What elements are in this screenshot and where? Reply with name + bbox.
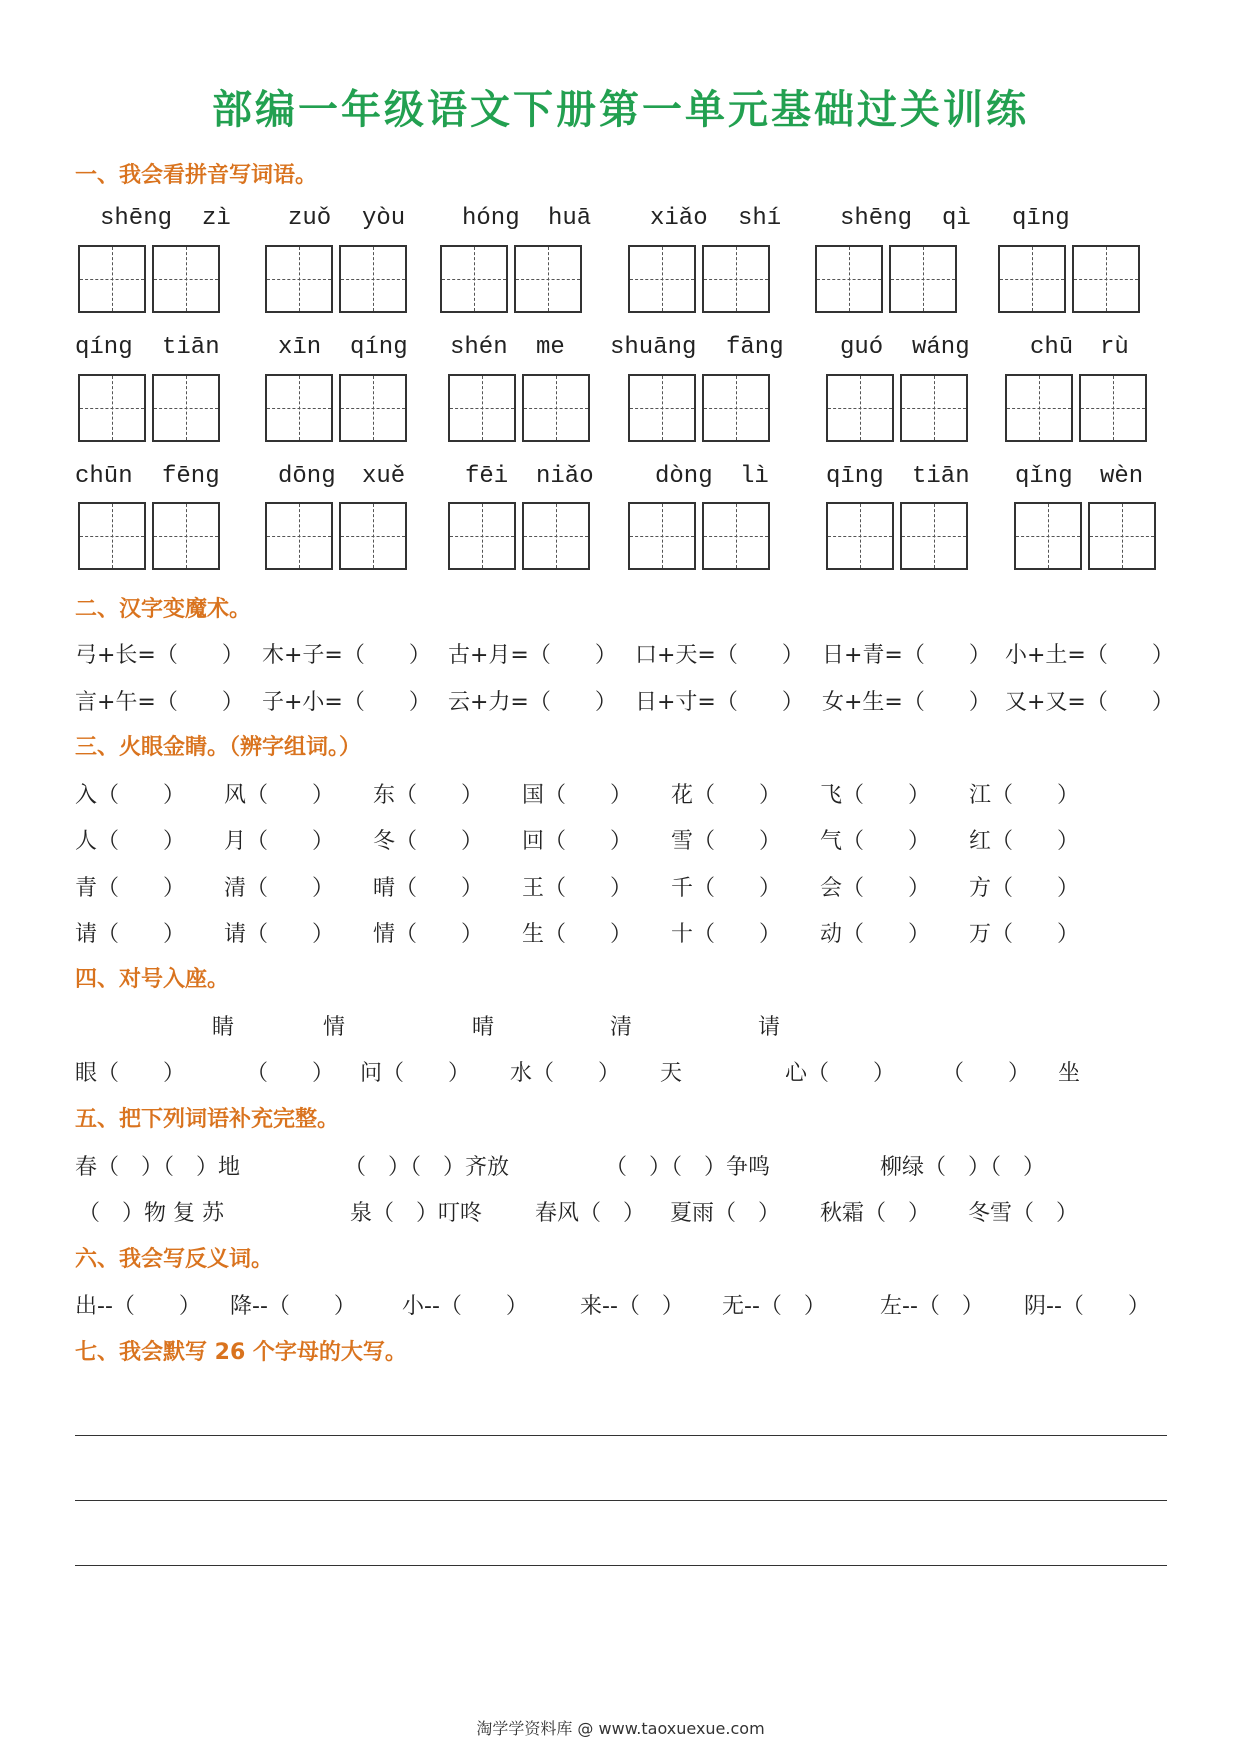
- writing-cell[interactable]: [1072, 245, 1140, 313]
- pinyin: shén: [450, 334, 508, 361]
- match-word: 睛: [212, 1015, 235, 1040]
- match-item[interactable]: 水（ ）: [510, 1061, 621, 1086]
- writing-cell[interactable]: [440, 245, 508, 313]
- writing-cell[interactable]: [702, 245, 770, 313]
- compare-item[interactable]: 飞（ ）: [820, 783, 931, 808]
- compare-item[interactable]: 请（ ）: [75, 922, 186, 947]
- magic-item[interactable]: 子+小=（ ）: [262, 690, 431, 715]
- pinyin: zì: [202, 205, 231, 232]
- compare-item[interactable]: 冬（ ）: [373, 829, 484, 854]
- writing-cell[interactable]: [815, 245, 883, 313]
- page-title: 部编一年级语文下册第一单元基础过关训练: [212, 87, 1029, 133]
- pinyin: huā: [548, 205, 592, 232]
- magic-item[interactable]: 日+寸=（ ）: [635, 690, 804, 715]
- pinyin: qīng: [826, 463, 884, 490]
- compare-item[interactable]: 方（ ）: [969, 876, 1080, 901]
- pinyin: lì: [740, 463, 769, 490]
- footer-watermark: 淘学学资料库 @ www.taoxuexue.com: [476, 1719, 765, 1738]
- section-heading-3: 三、火眼金睛。（辨字组词。）: [75, 735, 362, 760]
- pinyin: fēi: [465, 463, 509, 490]
- section-heading-1: 一、我会看拼音写词语。: [75, 163, 318, 188]
- compare-item[interactable]: 动（ ）: [820, 922, 931, 947]
- writing-cell[interactable]: [826, 502, 894, 570]
- magic-item[interactable]: 又+又=（ ）: [1005, 690, 1174, 715]
- magic-item[interactable]: 木+子=（ ）: [262, 643, 431, 668]
- compare-item[interactable]: 万（ ）: [969, 922, 1080, 947]
- writing-cell[interactable]: [265, 245, 333, 313]
- writing-cell[interactable]: [1088, 502, 1156, 570]
- writing-cell[interactable]: [1014, 502, 1082, 570]
- writing-cell[interactable]: [1005, 374, 1073, 442]
- pinyin: qīng: [1012, 205, 1070, 232]
- pinyin: chū: [1030, 334, 1074, 361]
- pinyin: wáng: [912, 334, 970, 361]
- section-heading-2: 二、汉字变魔术。: [75, 597, 252, 622]
- writing-cell[interactable]: [339, 374, 407, 442]
- section-heading-4: 四、对号入座。: [75, 967, 230, 992]
- writing-cell[interactable]: [998, 245, 1066, 313]
- writing-cell[interactable]: [900, 374, 968, 442]
- pinyin: xīn: [278, 334, 322, 361]
- writing-line[interactable]: [75, 1500, 1167, 1501]
- writing-cell[interactable]: [339, 245, 407, 313]
- magic-item[interactable]: 古+月=（ ）: [448, 643, 617, 668]
- complete-item[interactable]: 夏雨（ ）: [670, 1201, 781, 1226]
- compare-item[interactable]: 情（ ）: [373, 922, 484, 947]
- pinyin: tiān: [162, 334, 220, 361]
- writing-cell[interactable]: [826, 374, 894, 442]
- compare-item[interactable]: 入（ ）: [75, 783, 186, 808]
- match-item[interactable]: 问（ ）: [360, 1061, 471, 1086]
- writing-cell[interactable]: [448, 502, 516, 570]
- pinyin: guó: [840, 334, 884, 361]
- complete-item[interactable]: 泉（ ）叮咚: [350, 1201, 483, 1226]
- magic-item[interactable]: 小+土=（ ）: [1005, 643, 1174, 668]
- pinyin: shí: [738, 205, 782, 232]
- pinyin: qì: [942, 205, 971, 232]
- compare-item[interactable]: 花（ ）: [671, 783, 782, 808]
- match-word: 清: [610, 1015, 633, 1040]
- pinyin: niǎo: [536, 463, 594, 490]
- complete-item[interactable]: （ ）（ ）齐放: [344, 1155, 510, 1180]
- pinyin: shēng: [840, 205, 913, 232]
- magic-item[interactable]: 日+青=（ ）: [822, 643, 991, 668]
- writing-cell[interactable]: [152, 374, 220, 442]
- antonym-item[interactable]: 左--（ ）: [880, 1294, 984, 1319]
- pinyin: rù: [1100, 334, 1129, 361]
- match-word: 情: [323, 1015, 346, 1040]
- complete-item[interactable]: （ ）（ ）争鸣: [605, 1155, 771, 1180]
- pinyin: qǐng: [1015, 463, 1073, 490]
- complete-item[interactable]: （ ）物 复 苏: [78, 1201, 224, 1226]
- writing-cell[interactable]: [265, 374, 333, 442]
- writing-cell[interactable]: [1079, 374, 1147, 442]
- magic-item[interactable]: 云+力=（ ）: [448, 690, 617, 715]
- pinyin: xuě: [362, 463, 406, 490]
- compare-item[interactable]: 国（ ）: [522, 783, 633, 808]
- complete-item[interactable]: 柳绿（ ）（ ）: [880, 1155, 1046, 1180]
- writing-cell[interactable]: [78, 502, 146, 570]
- compare-item[interactable]: 雪（ ）: [671, 829, 782, 854]
- writing-cell[interactable]: [152, 245, 220, 313]
- section-heading-5: 五、把下列词语补充完整。: [75, 1107, 340, 1132]
- compare-item[interactable]: 江（ ）: [969, 783, 1080, 808]
- compare-item[interactable]: 风（ ）: [224, 783, 335, 808]
- compare-item[interactable]: 气（ ）: [820, 829, 931, 854]
- compare-item[interactable]: 回（ ）: [522, 829, 633, 854]
- antonym-item[interactable]: 出--（ ）: [75, 1294, 201, 1319]
- writing-cell[interactable]: [628, 502, 696, 570]
- pinyin: me: [536, 334, 565, 361]
- pinyin: dòng: [655, 463, 713, 490]
- compare-item[interactable]: 青（ ）: [75, 876, 186, 901]
- antonym-item[interactable]: 阴--（ ）: [1024, 1294, 1150, 1319]
- writing-cell[interactable]: [900, 502, 968, 570]
- match-item: 坐: [1058, 1061, 1081, 1086]
- compare-item[interactable]: 晴（ ）: [373, 876, 484, 901]
- match-item[interactable]: （ ）: [942, 1061, 1031, 1086]
- antonym-item[interactable]: 无--（ ）: [722, 1294, 826, 1319]
- pinyin: hóng: [462, 205, 520, 232]
- pinyin: fēng: [162, 463, 220, 490]
- writing-line[interactable]: [75, 1565, 1167, 1566]
- match-item[interactable]: 眼（ ）: [75, 1061, 186, 1086]
- match-item[interactable]: （ ）: [246, 1061, 335, 1086]
- writing-cell[interactable]: [448, 374, 516, 442]
- pinyin: chūn: [75, 463, 133, 490]
- match-word: 请: [758, 1015, 781, 1040]
- pinyin: dōng: [278, 463, 336, 490]
- antonym-item[interactable]: 降--（ ）: [230, 1294, 356, 1319]
- complete-item[interactable]: 冬雪（ ）: [968, 1201, 1079, 1226]
- compare-item[interactable]: 清（ ）: [224, 876, 335, 901]
- complete-item[interactable]: 春（ ）（ ）地: [75, 1155, 241, 1180]
- match-item[interactable]: 心（ ）: [785, 1061, 896, 1086]
- pinyin: qíng: [350, 334, 408, 361]
- compare-item[interactable]: 十（ ）: [671, 922, 782, 947]
- writing-cell[interactable]: [628, 245, 696, 313]
- pinyin: qíng: [75, 334, 133, 361]
- section-heading-7: 七、我会默写 26 个字母的大写。: [75, 1340, 407, 1365]
- complete-item[interactable]: 秋霜（ ）: [820, 1201, 931, 1226]
- pinyin: shēng: [100, 205, 173, 232]
- compare-item[interactable]: 东（ ）: [373, 783, 484, 808]
- compare-item[interactable]: 红（ ）: [969, 829, 1080, 854]
- magic-item[interactable]: 口+天=（ ）: [635, 643, 804, 668]
- writing-cell[interactable]: [702, 502, 770, 570]
- writing-line[interactable]: [75, 1435, 1167, 1436]
- pinyin: xiǎo: [650, 205, 708, 232]
- writing-cell[interactable]: [339, 502, 407, 570]
- pinyin: wèn: [1100, 463, 1144, 490]
- match-word: 晴: [472, 1015, 495, 1040]
- magic-item[interactable]: 言+午=（ ）: [75, 690, 244, 715]
- magic-item[interactable]: 弓+长=（ ）: [75, 643, 244, 668]
- antonym-item[interactable]: 小--（ ）: [402, 1294, 528, 1319]
- writing-cell[interactable]: [265, 502, 333, 570]
- writing-cell[interactable]: [152, 502, 220, 570]
- compare-item[interactable]: 王（ ）: [522, 876, 633, 901]
- antonym-item[interactable]: 来--（ ）: [580, 1294, 684, 1319]
- pinyin: tiān: [912, 463, 970, 490]
- writing-cell[interactable]: [522, 374, 590, 442]
- match-item: 天: [660, 1061, 683, 1086]
- writing-cell[interactable]: [78, 374, 146, 442]
- writing-cell[interactable]: [628, 374, 696, 442]
- writing-cell[interactable]: [78, 245, 146, 313]
- compare-item[interactable]: 人（ ）: [75, 829, 186, 854]
- magic-item[interactable]: 女+生=（ ）: [822, 690, 991, 715]
- pinyin: yòu: [362, 205, 406, 232]
- complete-item[interactable]: 春风（ ）: [535, 1201, 646, 1226]
- compare-item[interactable]: 月（ ）: [224, 829, 335, 854]
- pinyin: shuāng: [610, 334, 697, 361]
- compare-item[interactable]: 生（ ）: [522, 922, 633, 947]
- section-heading-6: 六、我会写反义词。: [75, 1247, 274, 1272]
- compare-item[interactable]: 千（ ）: [671, 876, 782, 901]
- compare-item[interactable]: 会（ ）: [820, 876, 931, 901]
- writing-cell[interactable]: [889, 245, 957, 313]
- writing-cell[interactable]: [522, 502, 590, 570]
- writing-cell[interactable]: [514, 245, 582, 313]
- pinyin: zuǒ: [288, 205, 332, 232]
- compare-item[interactable]: 请（ ）: [224, 922, 335, 947]
- writing-cell[interactable]: [702, 374, 770, 442]
- pinyin: fāng: [726, 334, 784, 361]
